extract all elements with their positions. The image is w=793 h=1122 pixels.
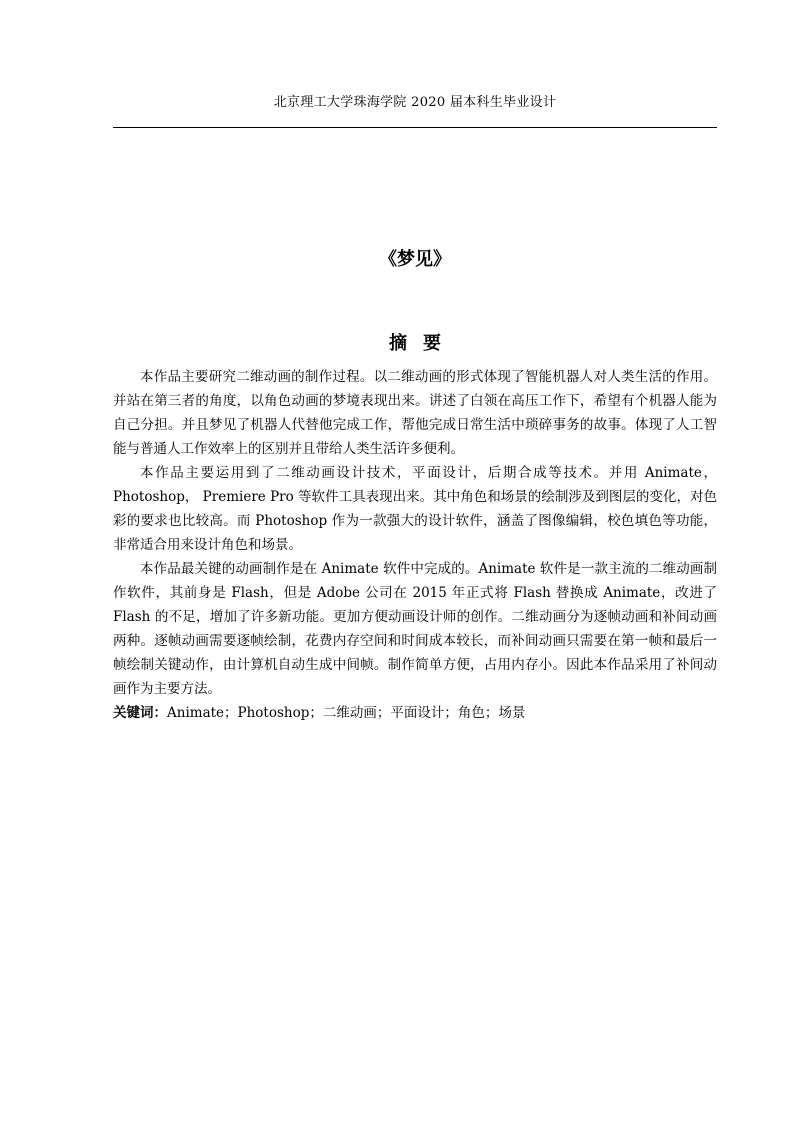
- work-title: 《梦见》: [379, 249, 451, 270]
- keywords-line: [113, 701, 717, 725]
- keywords-label: 关键词：: [113, 705, 167, 721]
- abstract-paragraph-2: 本作品主要运用到了二维动画设计技术，平面设计，后期合成等技术。并用 Animate，Photoshop， Premiere Pro 等软件工具表现出来。其中角色和场景的绘制涉及到图层的变化，对色彩的要求也比较高。而 Photoshop 作为一款强大的设计软件，涵盖了图像编辑，校色填色等功能，非常适合用来设计角色和场景。: [113, 465, 717, 553]
- running-header: 北京理工大学珠海学院 2020 届本科生毕业设计: [273, 95, 557, 110]
- abstract-heading: 摘要: [389, 333, 457, 354]
- abstract-body: [113, 365, 717, 725]
- abstract-paragraph-3: 本作品最关键的动画制作是在 Animate 软件中完成的。Animate 软件是一款主流的二维动画制作软件，其前身是 Flash，但是 Adobe 公司在 2015 年正式将 Flash 替换成 Animate，改进了 Flash 的不足，增加了许多新功能。更加方便动画设计师的创作。二维动画分为逐帧动画和补间动画两种。逐帧动画需要逐帧绘制，花费内存空间和时间成本较长，而补间动画只需要在第一帧和最后一帧绘制关键动作，由计算机自动生成中间帧。制作简单方便，占用内存小。因此本作品采用了补间动画作为主要方法。: [113, 561, 717, 697]
- keywords-text: Animate；Photoshop；二维动画；平面设计；角色；场景: [167, 705, 526, 721]
- header-divider: [113, 127, 717, 128]
- abstract-paragraph-1: 本作品主要研究二维动画的制作过程。以二维动画的形式体现了智能机器人对人类生活的作用。并站在第三者的角度，以角色动画的梦境表现出来。讲述了白领在高压工作下，希望有个机器人能为自己分担。并且梦见了机器人代替他完成工作，帮他完成日常生活中琐碎事务的故事。体现了人工智能与普通人工作效率上的区别并且带给人类生活许多便利。: [113, 369, 717, 457]
